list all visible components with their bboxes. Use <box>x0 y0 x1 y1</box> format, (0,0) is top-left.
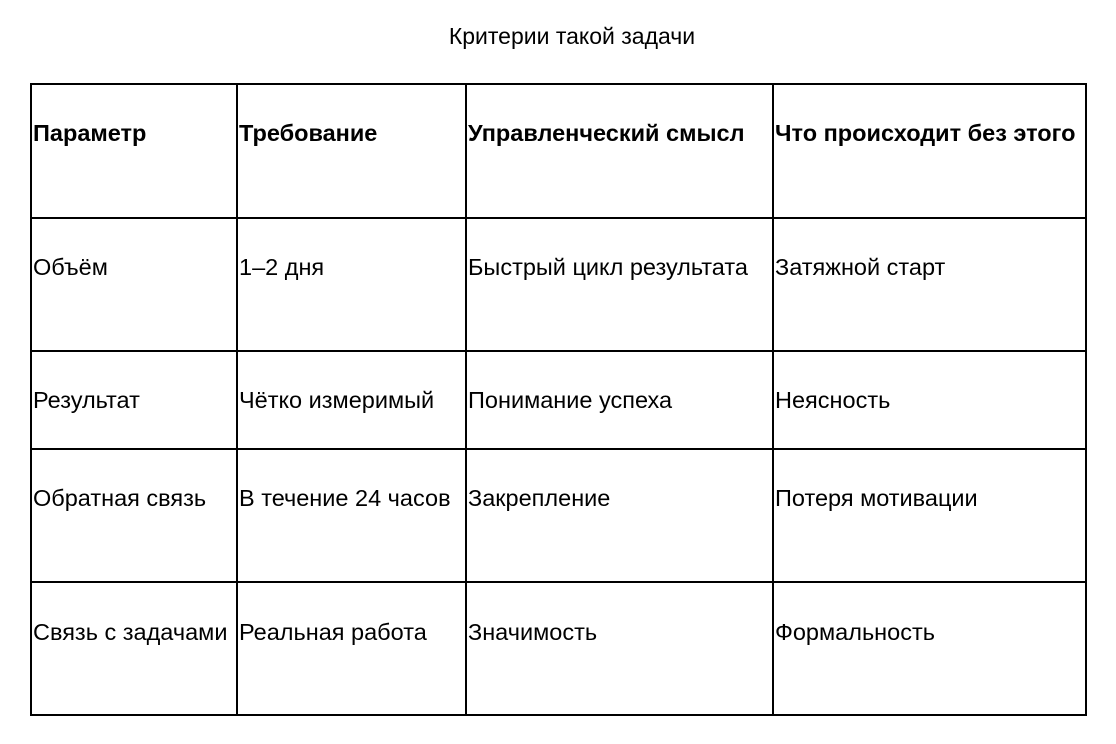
header-requirement: Требование <box>237 84 466 218</box>
table-caption: Критерии такой задачи <box>448 23 696 49</box>
table-row <box>31 449 1086 582</box>
table-cell: Обратная связь <box>31 449 237 582</box>
table-cell: Реальная работа <box>237 582 466 715</box>
table-cell: Понимание успеха <box>466 351 773 449</box>
table-cell: Затяжной старт <box>773 218 1086 351</box>
table-cell: Неясность <box>773 351 1086 449</box>
table-row <box>31 351 1086 449</box>
table-row <box>31 218 1086 351</box>
table-cell: Связь с задачами <box>31 582 237 715</box>
table-cell: Быстрый цикл результата <box>466 218 773 351</box>
table-row <box>31 582 1086 715</box>
table-cell: Чётко измеримый <box>237 351 466 449</box>
header-without-this: Что происходит без этого <box>773 84 1086 218</box>
table-cell: Потеря мотивации <box>773 449 1086 582</box>
table-header-row <box>31 84 1086 218</box>
header-parameter: Параметр <box>31 84 237 218</box>
criteria-table <box>30 83 1087 716</box>
header-managerial-meaning: Управленческий смысл <box>466 84 773 218</box>
table-cell: Закрепление <box>466 449 773 582</box>
table-cell: Формальность <box>773 582 1086 715</box>
table-cell: Значимость <box>466 582 773 715</box>
table-cell: Объём <box>31 218 237 351</box>
table-cell: 1–2 дня <box>237 218 466 351</box>
table-cell: В течение 24 часов <box>237 449 466 582</box>
table-cell: Результат <box>31 351 237 449</box>
